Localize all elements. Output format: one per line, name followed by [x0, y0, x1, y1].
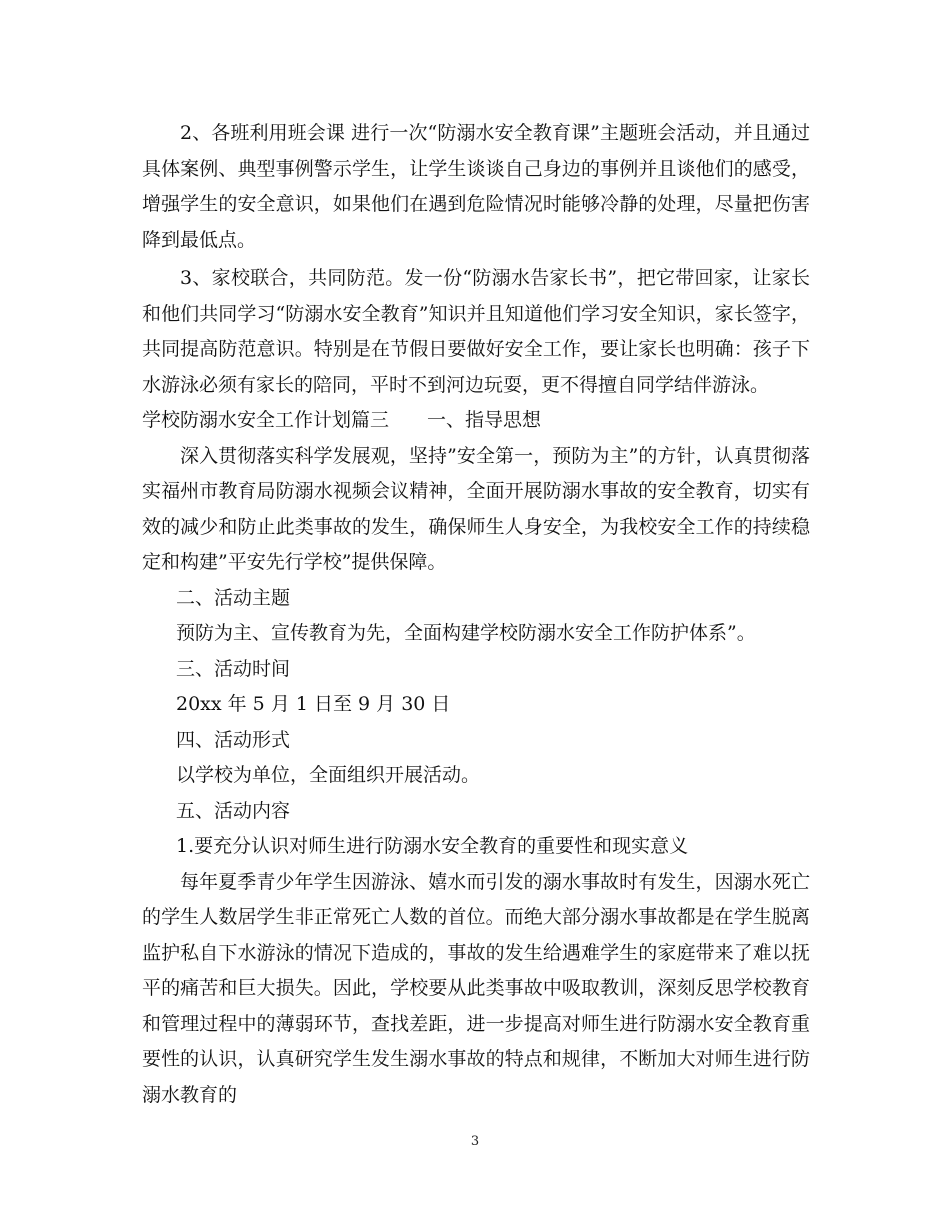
paragraph-activity-theme: 预防为主、宣传教育为先，全面构建学校防溺水安全工作防护体系”。 — [176, 622, 756, 644]
section-heading-part-three: 学校防溺水安全工作计划篇三 一、指导思想 — [142, 409, 542, 431]
paragraph-class-meeting: 2、各班利用班会课 进行一次“防溺水安全教育课”主题班会活动，并且通过具体案例、典型事例警示学生，让学生谈谈自己身边的事例并且谈他们的感受，增强学生的安全意识，如果他们在遇到危险情况时能够冷静的处理，尽量把伤害降到最低点。 — [142, 122, 810, 251]
page-number: 3 — [470, 1134, 480, 1149]
paragraph-activity-form: 以学校为单位，全面组织开展活动。 — [176, 764, 481, 786]
paragraph-home-school: 3、家校联合，共同防范。发一份“防溺水告家长书”，把它带回家，让家长和他们共同学习“防溺水安全教育”知识并且知道他们学习安全知识，家长签字，共同提高防范意识。特别是在节假日要做好安全工作，要让家长也明确：孩子下水游泳必须有家长的陪同，平时不到河边玩耍，更不得擅自同学结伴游泳。 — [142, 267, 810, 396]
heading-activity-content: 五、活动内容 — [176, 799, 291, 822]
heading-activity-theme: 二、活动主题 — [176, 586, 291, 609]
paragraph-guiding-thought: 深入贯彻落实科学发展观，坚持”安全第一，预防为主”的方针，认真贯彻落实福州市教育局防溺水视频会议精神，全面开展防溺水事故的安全教育，切实有效的减少和防止此类事故的发生，确保师生人身安全，为我校安全工作的持续稳定和构建”平安先行学校”提供保障。 — [142, 444, 810, 573]
heading-activity-form: 四、活动形式 — [176, 728, 291, 751]
paragraph-activity-time: 20xx 年 5 月 1 日至 9 月 30 日 — [176, 693, 451, 715]
paragraph-drowning-statistics: 每年夏季青少年学生因游泳、嬉水而引发的溺水事故时有发生，因溺水死亡的学生人数居学生非正常死亡人数的首位。而绝大部分溺水事故都是在学生脱离监护私自下水游泳的情况下造成的，事故的发生给遇难学生的家庭带来了难以抚平的痛苦和巨大损失。因此，学校要从此类事故中吸取教训，深刻反思学校教育和管理过程中的薄弱环节，查找差距，进一步提高对师生进行防溺水安全教育重要性的认识，认真研究学生发生溺水事故的特点和规律，不断加大对师生进行防溺水教育的 — [142, 870, 810, 1106]
heading-activity-time: 三、活动时间 — [176, 657, 291, 680]
subheading-awareness: 1.要充分认识对师生进行防溺水安全教育的重要性和现实意义 — [176, 835, 689, 857]
document-body — [142, 116, 810, 1113]
